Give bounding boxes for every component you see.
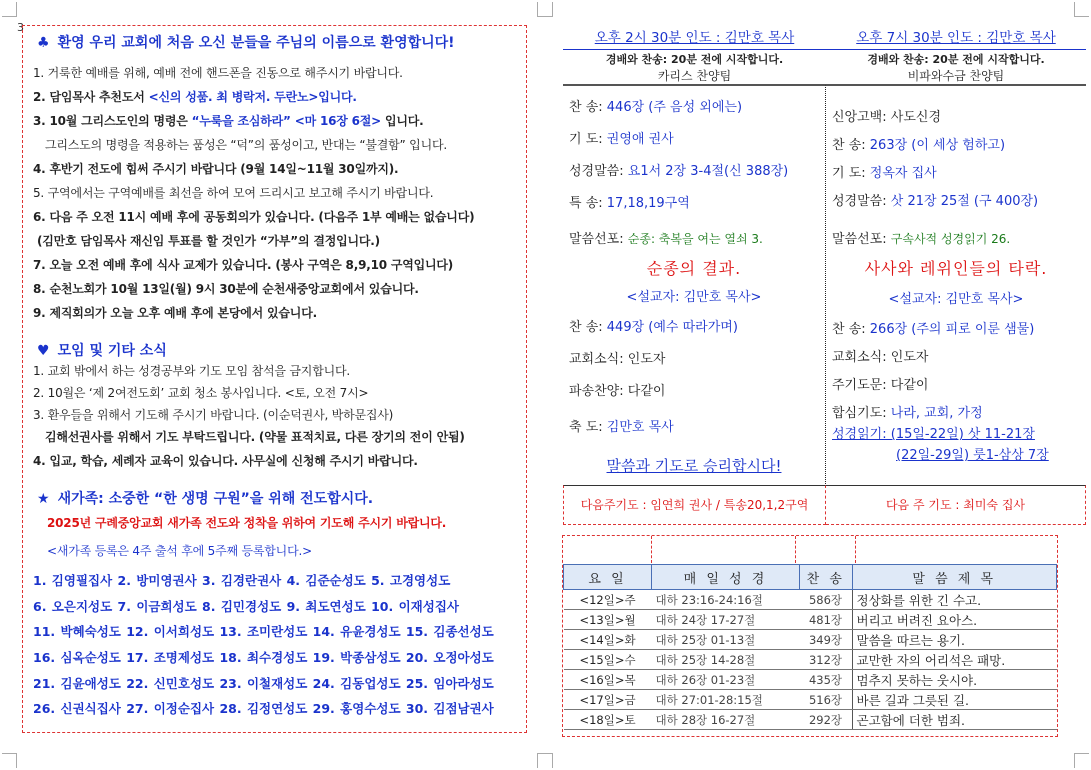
table-row: <12일>주 대하 23:16-24:16절 586장 정상화를 위한 긴 수고. (564, 590, 1057, 610)
newcomer-prayer: 2025년 구례중앙교회 새가족 전도와 정착을 위하여 기도해 주시기 바랍니다. (47, 516, 447, 530)
table-row: <13일>월 대하 24장 17-27절 481장 버리고 버려진 요아스. (564, 610, 1057, 630)
daily-bible-table (563, 564, 1057, 730)
preacher: <설교자: 김만호 목사> (626, 290, 762, 305)
announcement-item: 6. 다음 주 오전 11시 예배 후에 공동회의가 있습니다. (다음주 1부 예배는 없습니다) (33, 210, 475, 224)
table-row: <15일>수 대하 25장 14-28절 312장 교만한 자의 어리석은 패망. (564, 650, 1057, 670)
club-icon: ♣ (37, 35, 50, 51)
afternoon-service-title: 오후 2시 30분 인도 : 김만호 목사 (563, 27, 826, 50)
evening-choir: 비파와수금 찬양팀 (826, 67, 1086, 85)
meetings-heading (37, 340, 167, 360)
newcomer-heading (37, 488, 373, 508)
afternoon-service-note: 경배와 찬송: 20분 전에 시작합니다. (605, 53, 784, 66)
sermon-row: 말씀선포: 순종: 축복을 여는 열쇠 3. (569, 232, 763, 247)
meetings-title: 모임 및 기타 소식 (57, 343, 167, 359)
newcomer-names-row: 6. 오은지성도 7. 이금희성도 8. 김민경성도 9. 최도연성도 10. 이재성집사 (33, 599, 459, 614)
evening-service (826, 27, 1086, 523)
announcement-item: 5. 구역에서는 구역예배를 최선을 하여 모여 드리시고 보고해 주시기 바랍니다. (33, 186, 434, 200)
meeting-item: 3. 환우들을 위해서 기도해 주시기 바랍니다. (이순덕권사, 박하문집사) (33, 408, 394, 422)
header-hymn: 찬 송 (800, 565, 853, 590)
order-row: 교회소식: 인도자 (832, 350, 929, 365)
crop-mark (537, 2, 553, 17)
order-row: 축 도: 김만호 목사 (569, 420, 674, 435)
header-reading: 매 일 성 경 (652, 565, 800, 590)
announcement-item: 4. 후반기 전도에 힘써 주시기 바랍니다 (9월 14일~11월 30일까지). (33, 162, 399, 176)
preacher: <설교자: 김만호 목사> (888, 292, 1024, 307)
heart-icon: ♥ (37, 343, 50, 359)
blank-cell (563, 536, 652, 563)
order-row: 합심기도: 나라, 교회, 가정 (832, 406, 983, 421)
star-icon: ★ (37, 491, 50, 507)
reading-plan: (22일-29일) 룻1-삼상 7장 (896, 448, 1049, 463)
announcement-item: 그리스도의 명령을 적용하는 품성은 “덕”의 품성이고, 반대는 “불결함” 입니다. (45, 138, 447, 152)
newcomer-names-row: 1. 김영필집사 2. 방미영권사 3. 김경란권사 4. 김준순성도 5. 고경영성도 (33, 573, 451, 588)
announcement-item: 2. 담임목사 추천도서 <신의 성품. 최 병락저. 두란노>입니다. (33, 90, 357, 104)
crop-mark (2, 753, 17, 768)
sermon-row: 말씀선포: 구속사적 성경읽기 26. (832, 232, 1011, 247)
sermon-title: 사사와 레위인들의 타락. (864, 259, 1048, 278)
order-row: 찬 송: 263장 (이 세상 험하고) (832, 138, 1006, 153)
blank-cell (651, 536, 796, 563)
blank-cell (795, 536, 856, 563)
afternoon-choir: 카리스 찬양팀 (563, 67, 826, 85)
slogan: 말씀과 기도로 승리합시다! (606, 457, 782, 475)
header-day: 요 일 (564, 565, 652, 590)
crop-mark (1074, 753, 1089, 768)
crop-mark (1074, 2, 1089, 17)
order-row: 기 도: 권영애 권사 (569, 132, 674, 147)
order-row: 주기도문: 다같이 (832, 378, 929, 393)
order-row: 성경말씀: 요1서 2장 3-4절(신 388장) (569, 164, 789, 179)
page-number: 3 (17, 21, 24, 34)
announcements-panel (22, 25, 527, 733)
newcomer-names-row: 21. 김윤애성도 22. 신민호성도 23. 이철재성도 24. 김동업성도 25. 임아라성도 (33, 676, 494, 691)
meeting-item: 4. 입교, 학습, 세례자 교육이 있습니다. 사무실에 신청해 주시기 바랍니다. (33, 454, 418, 468)
order-row: 특 송: 17,18,19구역 (569, 196, 690, 211)
table-row: <17일>금 대하 27:01-28:15절 516장 바른 길과 그릇된 길. (564, 690, 1057, 710)
announcement-item: 8. 순천노회가 10월 13일(월) 9시 30분에 순천새중앙교회에서 있습니다. (33, 282, 419, 296)
daily-bible-panel (562, 535, 1058, 737)
order-row: 기 도: 정옥자 집사 (832, 166, 937, 181)
order-row: 성경말씀: 삿 21장 25절 (구 400장) (832, 194, 1039, 209)
meeting-item: 2. 10월은 ‘제 2여전도회’ 교회 청소 봉사입니다. <토, 오전 7시> (33, 386, 369, 400)
meeting-item: 김해선권사를 위해서 기도 부탁드립니다. (약물 표적치료, 다른 장기의 전이 안됨) (45, 430, 465, 444)
announcement-item: 7. 오늘 오전 예배 후에 식사 교제가 있습니다. (봉사 구역은 8,9,10 구역입니다) (33, 258, 454, 272)
order-row: 찬 송: 266장 (주의 피로 이룬 샘물) (832, 322, 1035, 337)
order-row: 파송찬양: 다같이 (569, 384, 666, 399)
welcome-heading (37, 32, 455, 52)
order-row: 찬 송: 446장 (주 음성 외에는) (569, 100, 743, 115)
evening-service-note: 경배와 찬송: 20분 전에 시작합니다. (867, 53, 1045, 66)
afternoon-service (563, 27, 826, 523)
reading-plan: 성경읽기: (15일-22일) 삿 11-21장 (832, 427, 1035, 442)
worship-order-table (563, 27, 1086, 523)
table-row: <14일>화 대하 25장 01-13절 349장 말씀을 따르는 용기. (564, 630, 1057, 650)
afternoon-order (563, 85, 826, 486)
announcement-item: 3. 10월 그리스도인의 명령은 “누룩을 조심하라” <마 16장 6절> 입니다. (33, 114, 424, 128)
header-title: 말 씀 제 목 (852, 565, 1057, 590)
newcomer-register: <새가족 등록은 4주 출석 후에 5주째 등록합니다.> (47, 544, 312, 558)
meeting-item: 1. 교회 밖에서 하는 성경공부와 기도 모임 참석을 금지합니다. (33, 364, 350, 378)
welcome-text: 환영 우리 교회에 처음 오신 분들을 주님의 이름으로 환영합니다! (57, 35, 455, 51)
order-row: 찬 송: 449장 (예수 따라가며) (569, 320, 738, 335)
newcomer-names-row: 11. 박혜숙성도 12. 이서희성도 13. 조미란성도 14. 유윤경성도 15. 김종선성도 (33, 624, 494, 639)
announcement-item: (김만호 담임목사 재신임 투표를 할 것인가 “가부”의 결정입니다.) (37, 234, 380, 248)
newcomer-title: 새가족: 소중한 “한 생명 구원”을 위해 전도합시다. (57, 491, 374, 507)
newcomer-names-row: 26. 신권식집사 27. 이정순집사 28. 김정연성도 29. 홍영수성도 30. 김점남권사 (33, 701, 494, 716)
order-row: 신앙고백: 사도신경 (832, 110, 941, 125)
announcement-item: 1. 거룩한 예배를 위해, 예배 전에 핸드폰을 진동으로 해주시기 바랍니다. (33, 66, 403, 80)
order-row: 교회소식: 인도자 (569, 352, 666, 367)
sermon-title: 순종의 결과. (646, 259, 742, 278)
evening-order (826, 85, 1086, 486)
table-row: <18일>토 대하 28장 16-27절 292장 곤고함에 더한 범죄. (564, 710, 1057, 730)
crop-mark (537, 753, 553, 768)
afternoon-next-prayer: 다음주기도 : 임연희 권사 / 특송20,1,2구역 (563, 485, 826, 525)
announcement-item: 9. 제직회의가 오늘 오후 예배 후에 본당에서 있습니다. (33, 306, 317, 320)
evening-next-prayer: 다음 주 기도 : 최미숙 집사 (826, 485, 1086, 525)
crop-mark (2, 2, 17, 17)
evening-service-title: 오후 7시 30분 인도 : 김만호 목사 (826, 27, 1086, 50)
newcomer-names-row: 16. 심옥순성도 17. 조명제성도 18. 최수경성도 19. 박종삼성도 20. 오정아성도 (33, 650, 494, 665)
table-row: <16일>목 대하 26장 01-23절 435장 멈추지 못하는 웃시야. (564, 670, 1057, 690)
